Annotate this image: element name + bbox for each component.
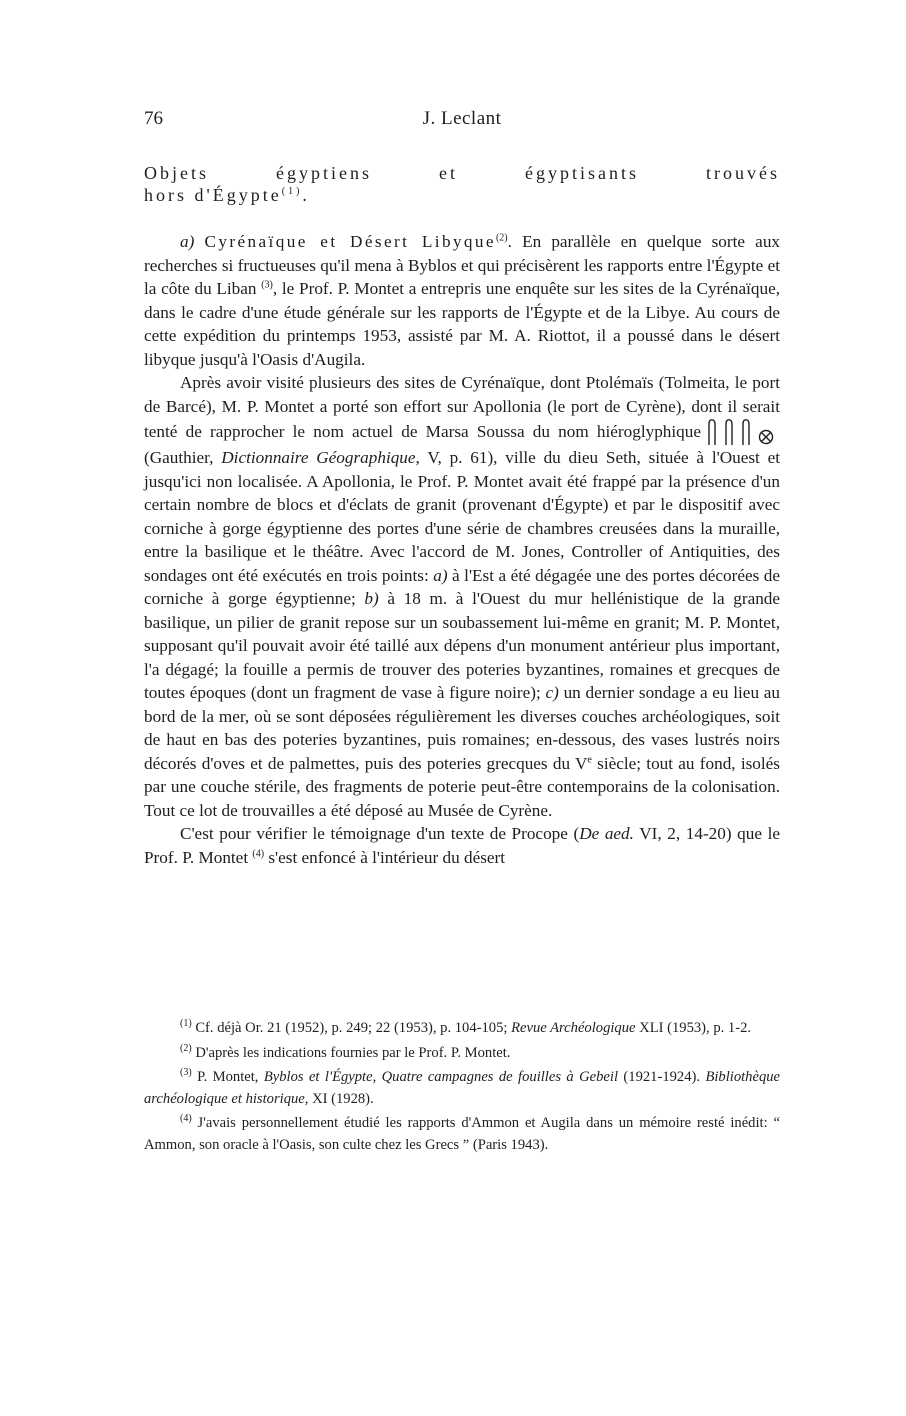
text: , V, p. 61), ville du dieu Seth, située à l'Ouest et jusqu'ici non localisée. A Apollonia, le Prof. P. Montet avait été frappé par la présence d'un certain nombre de blocs et d'éclats de granit (provenant d'Égypte) et par le dispositif avec corniche à gorge égyptienne des portes d'une série de chambres creusées dans la muraille, entre la basilique et le théâtre. Avec l'accord de M. Jones, Controller of Antiquities, des sondages ont été exécutés en trois points: <box>144 448 781 585</box>
city-determinative-icon <box>758 418 774 446</box>
paragraph <box>144 371 780 822</box>
hieroglyph-sign-icon <box>741 418 751 446</box>
title-word: hors d'Égypte <box>144 185 282 205</box>
subsection-heading: Cyrénaïque et Désert Libyque <box>204 232 496 251</box>
title-end: . <box>302 185 310 205</box>
footnote <box>144 1113 780 1156</box>
hieroglyph-sign-icon <box>707 418 717 446</box>
text: (1921-1924). <box>623 1069 701 1085</box>
text: s'est enfoncé à l'intérieur du désert <box>268 847 506 867</box>
hieroglyph-sign-icon <box>724 418 734 446</box>
list-label: a) <box>433 565 448 585</box>
italic-title: Revue Archéologique <box>511 1020 636 1036</box>
text: , XI (1928). <box>304 1090 374 1107</box>
footnote-marker: (1) <box>180 1018 192 1030</box>
body-text <box>144 230 780 869</box>
footnote <box>144 1018 780 1040</box>
italic-title: Dictionnaire Géographique <box>221 448 416 467</box>
text: Après avoir visité plusieurs des sites de Cyrénaïque, dont Ptolémaïs (Tolmeita, le port de Barcé), M. P. Montet a porté son effort sur Apollonia (le port de Cyrène), dont il serait tenté de rapprocher le nom actuel de Marsa Soussa du nom hiéroglyphique <box>144 373 780 441</box>
footnote <box>144 1067 780 1110</box>
text: D'après les indications fournies par le Prof. P. Montet. <box>195 1044 511 1061</box>
italic-title: De aed. <box>579 824 634 843</box>
footnotes <box>144 1018 780 1159</box>
text: (Gauthier, <box>144 448 214 467</box>
section-title <box>144 162 780 206</box>
title-word: égyptiens <box>276 163 372 183</box>
footnote-marker: (3) <box>180 1067 192 1079</box>
footnote-ref: (3) <box>261 279 273 291</box>
footnote-ref: (2) <box>495 232 508 244</box>
footnote-ref: (4) <box>252 847 265 859</box>
text: VI, 2, 14-20) que le Prof. P. Montet <box>144 824 780 867</box>
title-word: égyptisants <box>525 163 639 183</box>
title-word: trouvés <box>706 163 780 183</box>
page-number: 76 <box>144 108 163 129</box>
text: J'avais personnellement étudié les rapports d'Ammon et Augila dans un mémoire resté inédit: “ Ammon, son oracle à l'Oasis, son culte chez les Grecs ” (Paris 1943). <box>144 1115 780 1153</box>
text: à 18 m. à l'Ouest du mur hellénistique de la grande basilique, un pilier de granit repose sur un soubassement lui-même en granit; M. P. Montet, supposant qu'il pouvait avoir été taillé aux dépens d'un monument antérieur plus important, l'a dégagé; la fouille a permis de trouver des poteries byzantines, romaines et grecques de toutes époques (dont un fragment de vase à figure noire); <box>144 589 781 702</box>
footnote-marker: (4) <box>180 1113 192 1125</box>
title-word: et <box>439 163 458 183</box>
text: . En parallèle en quelque sorte aux recherches si fructueuses qu'il mena à Byblos et qui précisèrent les rapports entre l'Égypte et la côte du Liban <box>144 232 781 298</box>
section-title-line2 <box>144 184 780 206</box>
text: , le Prof. P. Montet a entrepris une enquête sur les sites de la Cyrénaïque, dans le cadre d'une étude générale sur les rapports de l'Égypte et de la Libye. Au cours de cette expédition du printemps 1953, assisté par M. A. Riottot, il a poussé dans le désert libyque jusqu'à l'Oasis d'Augila. <box>144 279 781 369</box>
page-header <box>144 108 780 138</box>
text: P. Montet, <box>197 1069 259 1085</box>
title-word: Objets <box>144 163 209 183</box>
paragraph <box>144 822 780 869</box>
text: XLI (1953), p. 1-2. <box>639 1020 752 1036</box>
footnote-ref: (1) <box>281 186 303 197</box>
text: Cf. déjà Or. 21 (1952), p. 249; 22 (1953), p. 104-105; <box>195 1020 508 1036</box>
list-label: c) <box>545 683 559 702</box>
text: un dernier sondage a eu lieu au bord de la mer, où se sont déposées régulièrement les diverses couches archéologiques, soit de haut en bas des poteries byzantines, puis romaines; en-dessous, des vases lustrés noirs décorés d'oves et de palmettes, puis des poteries grecques du V <box>144 683 780 773</box>
running-head: J. Leclant <box>422 108 502 129</box>
text: siècle; tout au fond, isolés par une couche stérile, des fragments de poterie peut-être contemporains de la colonisation. Tout ce lot de trouvailles a été déposé au Musée de Cyrène. <box>144 753 780 820</box>
italic-title: Bibliothèque archéologique et historique <box>144 1069 781 1107</box>
paragraph <box>144 230 780 371</box>
text: à l'Est a été dégagée une des portes décorées de corniche à gorge égyptienne; <box>144 565 780 608</box>
list-label: b) <box>364 589 379 608</box>
italic-title: Byblos et l'Égypte, Quatre campagnes de fouilles à Gebeil <box>263 1069 619 1085</box>
footnote <box>144 1043 780 1065</box>
section-title-line1 <box>144 162 780 184</box>
hieroglyph-group <box>707 418 774 446</box>
superscript: e <box>587 753 592 765</box>
text: C'est pour vérifier le témoignage d'un texte de Procope ( <box>180 824 580 843</box>
list-label: a) <box>180 232 195 251</box>
footnote-marker: (2) <box>180 1042 192 1054</box>
